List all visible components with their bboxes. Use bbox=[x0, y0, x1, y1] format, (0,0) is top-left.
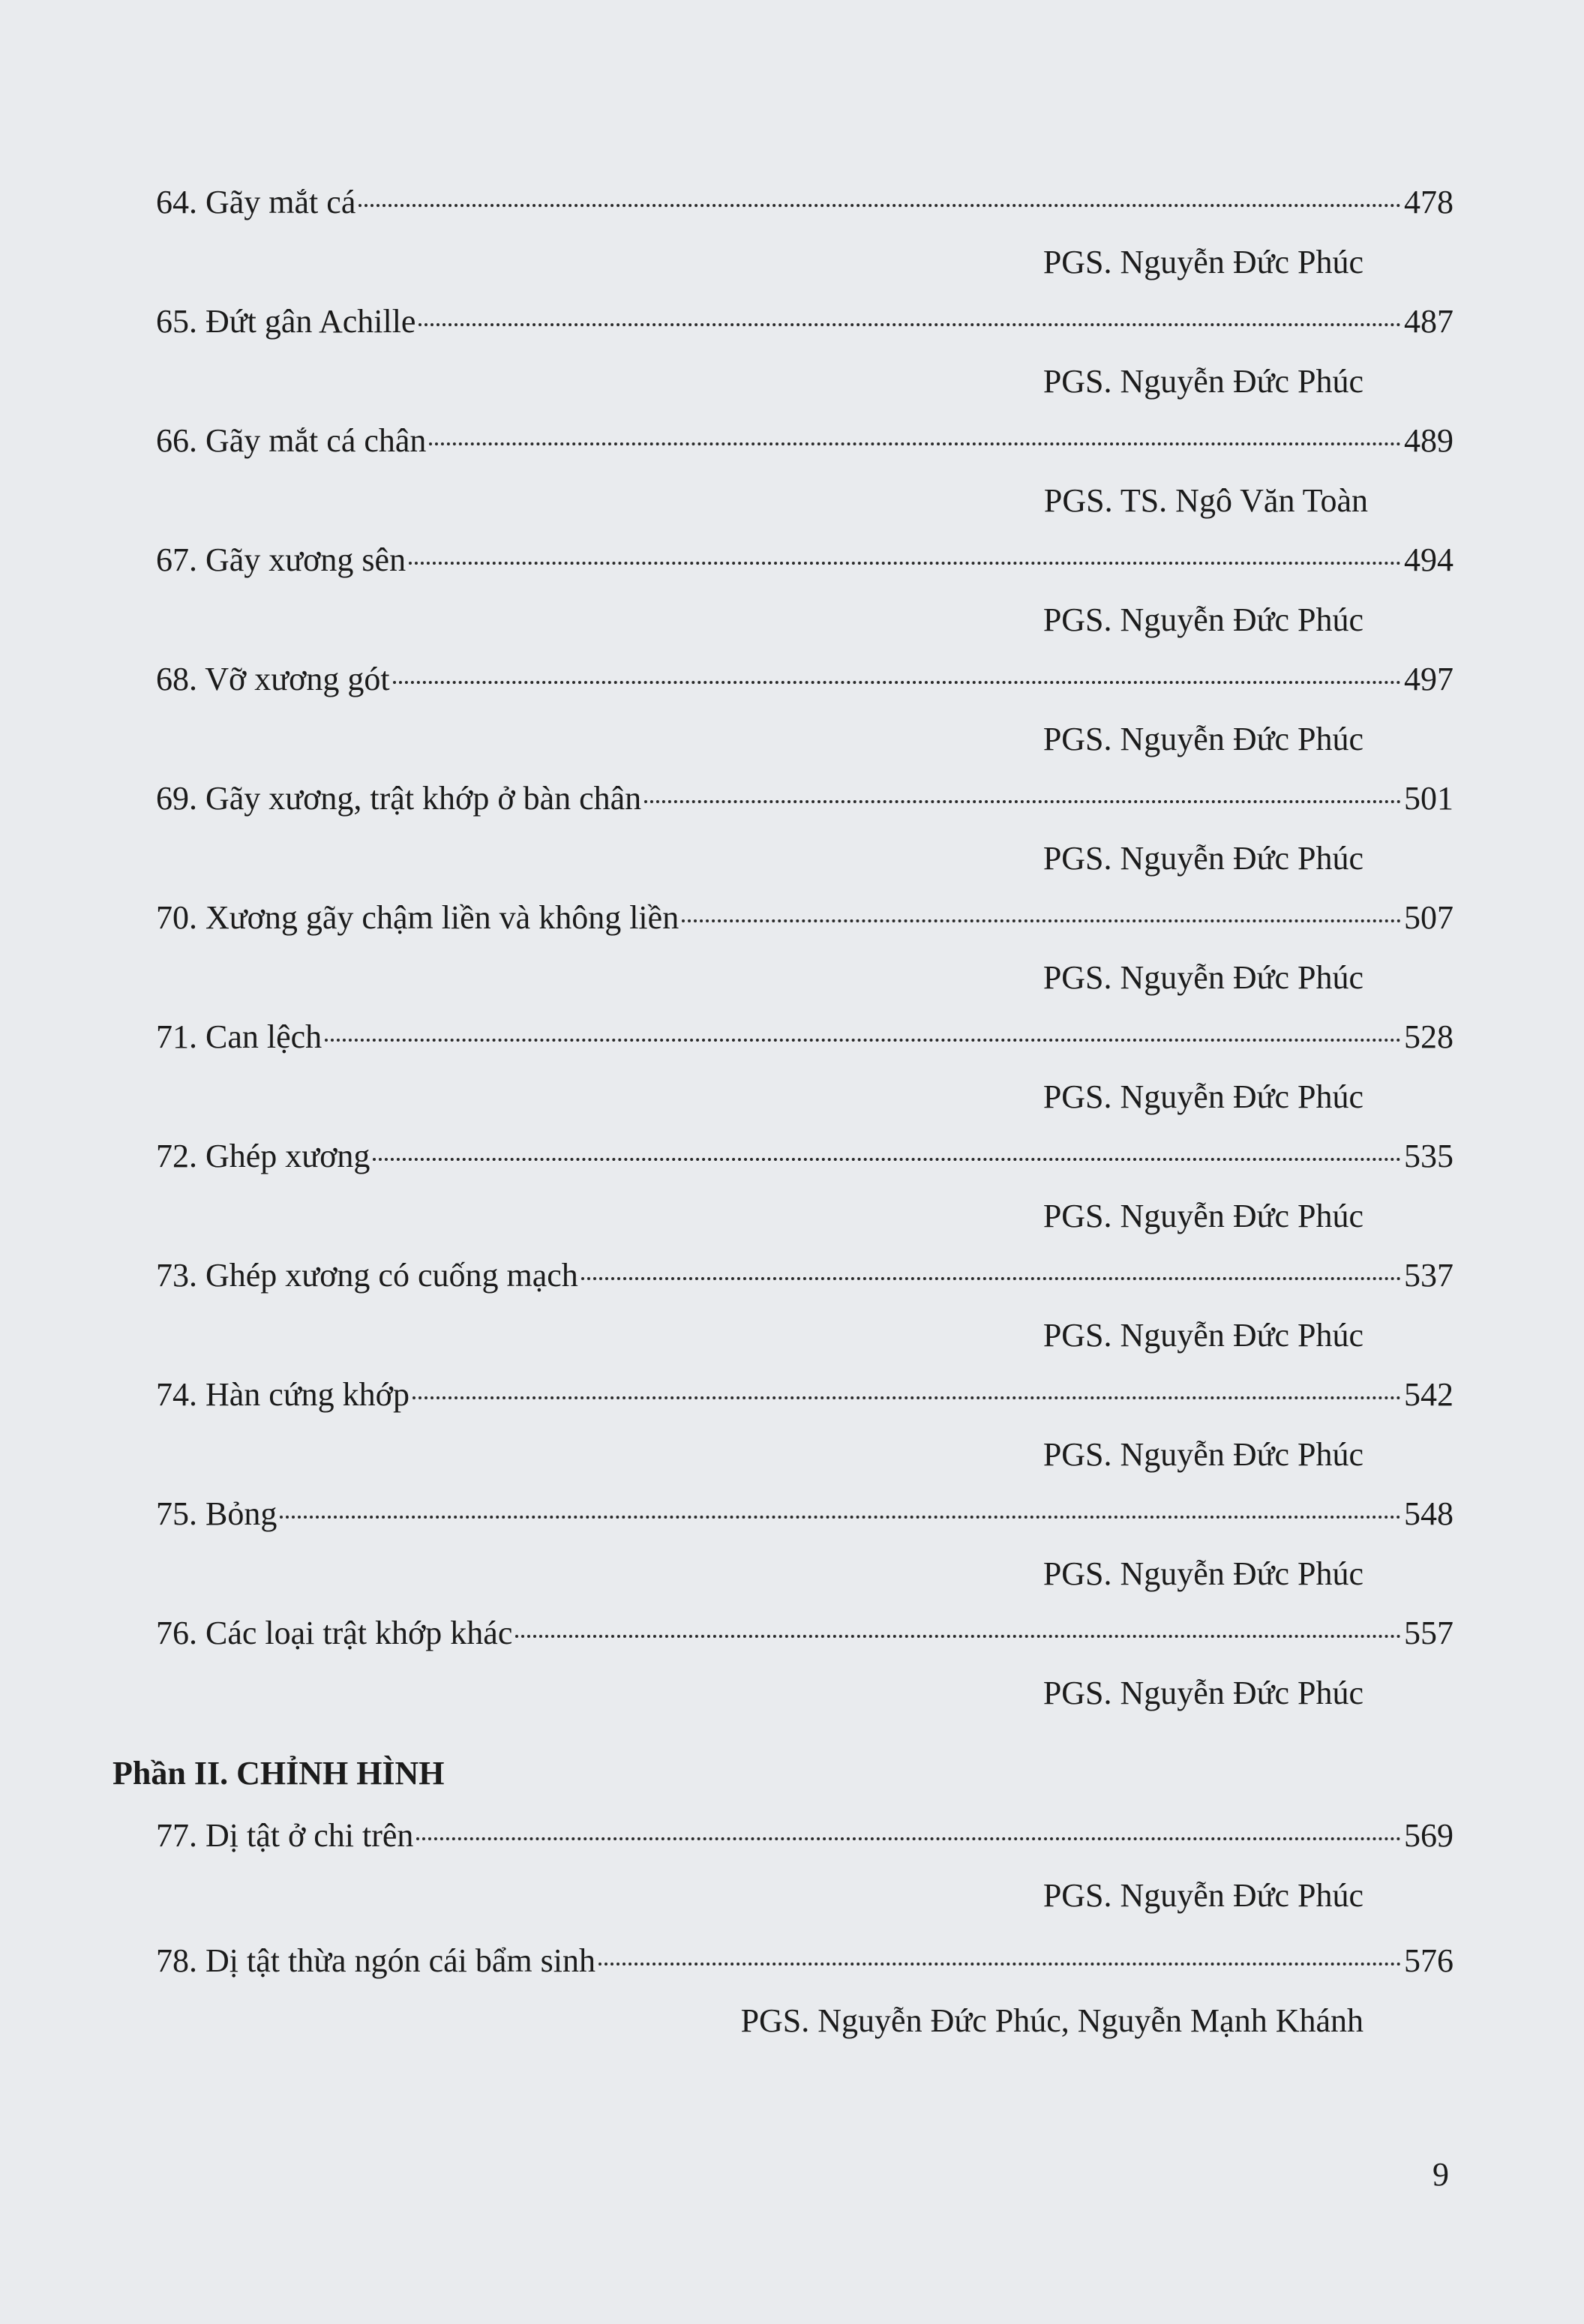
leader-dots bbox=[416, 1837, 1401, 1840]
toc-entry bbox=[156, 1134, 1454, 1239]
entry-title: 69. Gãy xương, trật khớp ở bàn chân bbox=[156, 780, 642, 817]
leader-dots bbox=[412, 1396, 1401, 1399]
entry-page: 487 bbox=[1404, 303, 1454, 340]
entry-page: 478 bbox=[1404, 184, 1454, 220]
entry-title: 67. Gãy xương sên bbox=[156, 541, 406, 578]
leader-dots bbox=[373, 1158, 1401, 1161]
toc-entry bbox=[156, 299, 1454, 404]
entry-author: PGS. Nguyễn Đức Phúc bbox=[1042, 840, 1364, 877]
leader-dots bbox=[515, 1635, 1401, 1638]
leader-dots bbox=[598, 1963, 1401, 1966]
entry-page: 489 bbox=[1404, 422, 1454, 459]
entry-title: 77. Dị tật ở chi trên bbox=[156, 1817, 414, 1854]
leader-dots bbox=[393, 681, 1401, 684]
leader-dots bbox=[644, 800, 1401, 803]
toc-entry bbox=[156, 180, 1454, 285]
entry-author: PGS. Nguyễn Đức Phúc bbox=[1042, 363, 1364, 400]
entry-page: 494 bbox=[1404, 541, 1454, 578]
entry-page: 557 bbox=[1404, 1615, 1454, 1651]
entry-title: 71. Can lệch bbox=[156, 1018, 322, 1055]
entry-page: 537 bbox=[1404, 1257, 1454, 1294]
entry-author: PGS. Nguyễn Đức Phúc bbox=[1042, 721, 1364, 757]
entry-author: PGS. TS. Ngô Văn Toàn bbox=[1043, 482, 1368, 519]
entry-page: 528 bbox=[1404, 1018, 1454, 1055]
page-number: 9 bbox=[1432, 2156, 1449, 2193]
toc-entry bbox=[156, 418, 1454, 523]
leader-dots bbox=[280, 1516, 1401, 1519]
entry-author: PGS. Nguyễn Đức Phúc bbox=[1042, 1317, 1364, 1354]
entry-author: PGS. Nguyễn Đức Phúc bbox=[1042, 1675, 1364, 1711]
leader-dots bbox=[418, 323, 1401, 326]
toc-entry bbox=[156, 1939, 1454, 2044]
toc-entry bbox=[156, 895, 1454, 1000]
entry-author: PGS. Nguyễn Đức Phúc bbox=[1042, 1078, 1364, 1115]
entry-title: 73. Ghép xương có cuống mạch bbox=[156, 1257, 578, 1294]
entry-page: 497 bbox=[1404, 661, 1454, 697]
toc-entry bbox=[156, 538, 1454, 643]
entry-page: 548 bbox=[1404, 1495, 1454, 1532]
entry-author: PGS. Nguyễn Đức Phúc bbox=[1042, 1198, 1364, 1234]
leader-dots bbox=[325, 1039, 1401, 1042]
leader-dots bbox=[581, 1277, 1401, 1280]
leader-dots bbox=[429, 442, 1401, 445]
entry-title: 65. Đứt gân Achille bbox=[156, 303, 416, 340]
entry-author: PGS. Nguyễn Đức Phúc, Nguyễn Mạnh Khánh bbox=[740, 2002, 1364, 2039]
entry-page: 569 bbox=[1404, 1817, 1454, 1854]
entry-title: 68. Vỡ xương gót bbox=[156, 661, 390, 697]
entry-title: 78. Dị tật thừa ngón cái bẩm sinh bbox=[156, 1942, 596, 1979]
entry-page: 535 bbox=[1404, 1138, 1454, 1174]
entry-page: 542 bbox=[1404, 1376, 1454, 1413]
entry-title: 64. Gãy mắt cá bbox=[156, 184, 356, 220]
part-heading: Phần II. CHỈNH HÌNH bbox=[112, 1755, 445, 1792]
entry-title: 75. Bỏng bbox=[156, 1495, 278, 1532]
leader-dots bbox=[409, 562, 1401, 565]
entry-author: PGS. Nguyễn Đức Phúc bbox=[1042, 601, 1364, 638]
toc-entry bbox=[156, 776, 1454, 881]
toc-entry bbox=[156, 1253, 1454, 1358]
entry-author: PGS. Nguyễn Đức Phúc bbox=[1042, 1555, 1364, 1592]
entry-author: PGS. Nguyễn Đức Phúc bbox=[1042, 1877, 1364, 1914]
leader-dots bbox=[358, 204, 1401, 207]
entry-page: 507 bbox=[1404, 899, 1454, 936]
entry-title: 66. Gãy mắt cá chân bbox=[156, 422, 427, 459]
entry-title: 74. Hàn cứng khớp bbox=[156, 1376, 410, 1413]
toc-entry bbox=[156, 1492, 1454, 1597]
entry-author: PGS. Nguyễn Đức Phúc bbox=[1042, 959, 1364, 996]
entry-title: 76. Các loại trật khớp khác bbox=[156, 1615, 513, 1651]
entry-title: 72. Ghép xương bbox=[156, 1138, 370, 1174]
entry-page: 501 bbox=[1404, 780, 1454, 817]
toc-entry bbox=[156, 657, 1454, 762]
toc-entry bbox=[156, 1372, 1454, 1477]
toc-entry bbox=[156, 1813, 1454, 1918]
toc-entry bbox=[156, 1015, 1454, 1120]
entry-author: PGS. Nguyễn Đức Phúc bbox=[1042, 1436, 1364, 1473]
entry-page: 576 bbox=[1404, 1942, 1454, 1979]
toc-entry bbox=[156, 1611, 1454, 1716]
entry-author: PGS. Nguyễn Đức Phúc bbox=[1042, 244, 1364, 280]
leader-dots bbox=[682, 919, 1401, 922]
entry-title: 70. Xương gãy chậm liền và không liền bbox=[156, 899, 680, 936]
